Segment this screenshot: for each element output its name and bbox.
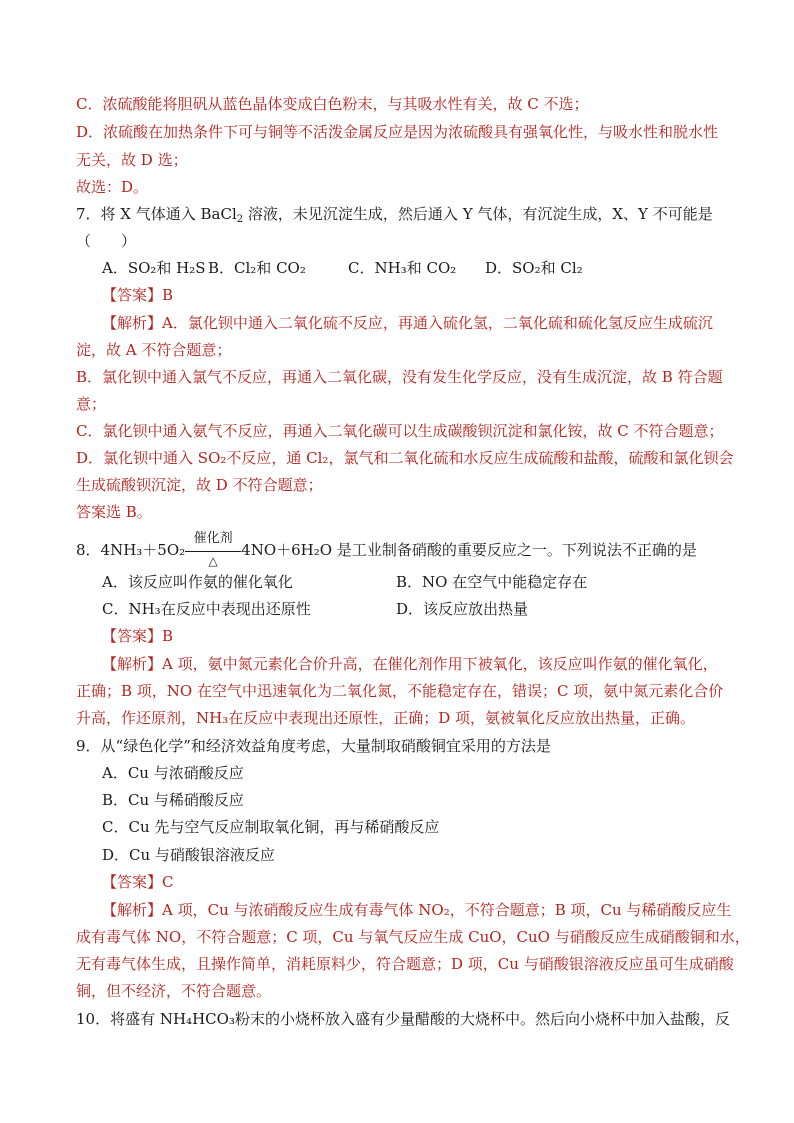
answer-label: 【答案】B — [102, 286, 174, 304]
analysis-line: 升高，作还原剂，NH₃在反应中表现出还原性，正确；D 项，氨被氧化反应放出热量，正确。 — [76, 709, 696, 727]
reaction-arrow: 催化剂 △ — [185, 541, 241, 561]
question-stem: 10．将盛有 NH₄HCO₃粉末的小烧杯放入盛有少量醋酸的大烧杯中。然后向小烧杯中加入盐酸，反 — [76, 1010, 730, 1028]
question-stem: 9．从“绿色化学”和经济效益角度考虑，大量制取硝酸铜宜采用的方法是 — [76, 737, 551, 755]
option-c: C．Cu 先与空气反应制取氧化铜，再与稀硝酸反应 — [102, 818, 440, 836]
analysis-line: 铜，但不经济，不符合题意。 — [76, 982, 272, 1000]
analysis-line: 生成硫酸钡沉淀，故 D 不符合题意； — [76, 476, 323, 494]
option-d: D．Cu 与硝酸银溶液反应 — [102, 846, 275, 864]
answer-label: 【答案】B — [102, 627, 174, 645]
option-c: C．NH₃和 CO₂ — [348, 259, 457, 277]
analysis-line: 成有毒气体 NO，不符合题意；C 项，Cu 与氧气反应生成 CuO，CuO 与硝酸反应生成硝酸铜和水， — [76, 928, 750, 946]
answer-label: 【答案】C — [102, 873, 174, 891]
analysis-line: 【解析】A．氯化钡中通入二氧化硫不反应，再通入硫化氢，二氧化硫和硫化氢反应生成硫沉 — [102, 314, 713, 332]
analysis-line: 答案选 B。 — [76, 503, 152, 521]
analysis-line: C．氯化钡中通入氨气不反应，再通入二氧化碳可以生成碳酸钡沉淀和氯化铵，故 C 不符合题意； — [76, 422, 724, 440]
question-stem: 8．4NH₃＋5O₂ 催化剂 △ 4NO＋6H₂O 是工业制备硝酸的重要反应之一。下列说法不正确的是 — [76, 531, 697, 568]
option-d: D．SO₂和 Cl₂ — [485, 259, 583, 277]
analysis-line: D．氯化钡中通入 SO₂不反应，通 Cl₂，氯气和二氧化硫和水反应生成硫酸和盐酸，硫酸和氯化钡会 — [76, 449, 734, 467]
option-b: B．Cu 与稀硝酸反应 — [102, 791, 244, 809]
analysis-line: 【解析】A 项，Cu 与浓硝酸反应生成有毒气体 NO₂，不符合题意；B 项，Cu 与稀硝酸反应生 — [102, 901, 732, 919]
option-d: D．该反应放出热量 — [396, 600, 529, 618]
analysis-line: 正确；B 项，NO 在空气中迅速氧化为二氧化氮，不能稳定存在，错误；C 项，氨中氮元素化合价 — [76, 682, 724, 700]
analysis-line: 意； — [76, 395, 107, 413]
question-stem: 7．将 X 气体通入 BaCl$_2$ 溶液，未见沉淀生成，然后通入 Y 气体，有沉淀生成，X、Y 不可能是 — [76, 205, 713, 225]
text-line: 无关，故 D 选； — [76, 151, 188, 169]
option-a: A．Cu 与浓硝酸反应 — [102, 764, 244, 782]
option-a: A．该反应叫作氨的催化氧化 — [102, 573, 293, 591]
analysis-line: 淀，故 A 不符合题意； — [76, 341, 232, 359]
option-a: A．SO₂和 H₂S — [102, 259, 206, 277]
option-b: B．NO 在空气中能稳定存在 — [396, 573, 588, 591]
analysis-line: 【解析】A 项，氨中氮元素化合价升高，在催化剂作用下被氧化，该反应叫作氨的催化氧化， — [102, 655, 718, 673]
option-c: C．NH₃在反应中表现出还原性 — [102, 600, 311, 618]
text-line: D．浓硫酸在加热条件下可与铜等不活泼金属反应是因为浓硫酸具有强氧化性，与吸水性和脱水性 — [76, 123, 719, 141]
answer-blank: （ ） — [76, 232, 137, 250]
option-b: B．Cl₂和 CO₂ — [208, 259, 306, 277]
analysis-line: B．氯化钡中通入氯气不反应，再通入二氧化碳，没有发生化学反应，没有生成沉淀，故 B 符合题 — [76, 368, 723, 386]
text-line: 故选：D。 — [76, 178, 149, 196]
analysis-line: 无有毒气体生成，且操作简单，消耗原料少，符合题意；D 项，Cu 与硝酸银溶液反应虽可生成硝酸 — [76, 955, 734, 973]
text-line: C．浓硫酸能将胆矾从蓝色晶体变成白色粉末，与其吸水性有关，故 C 不选； — [76, 95, 589, 113]
